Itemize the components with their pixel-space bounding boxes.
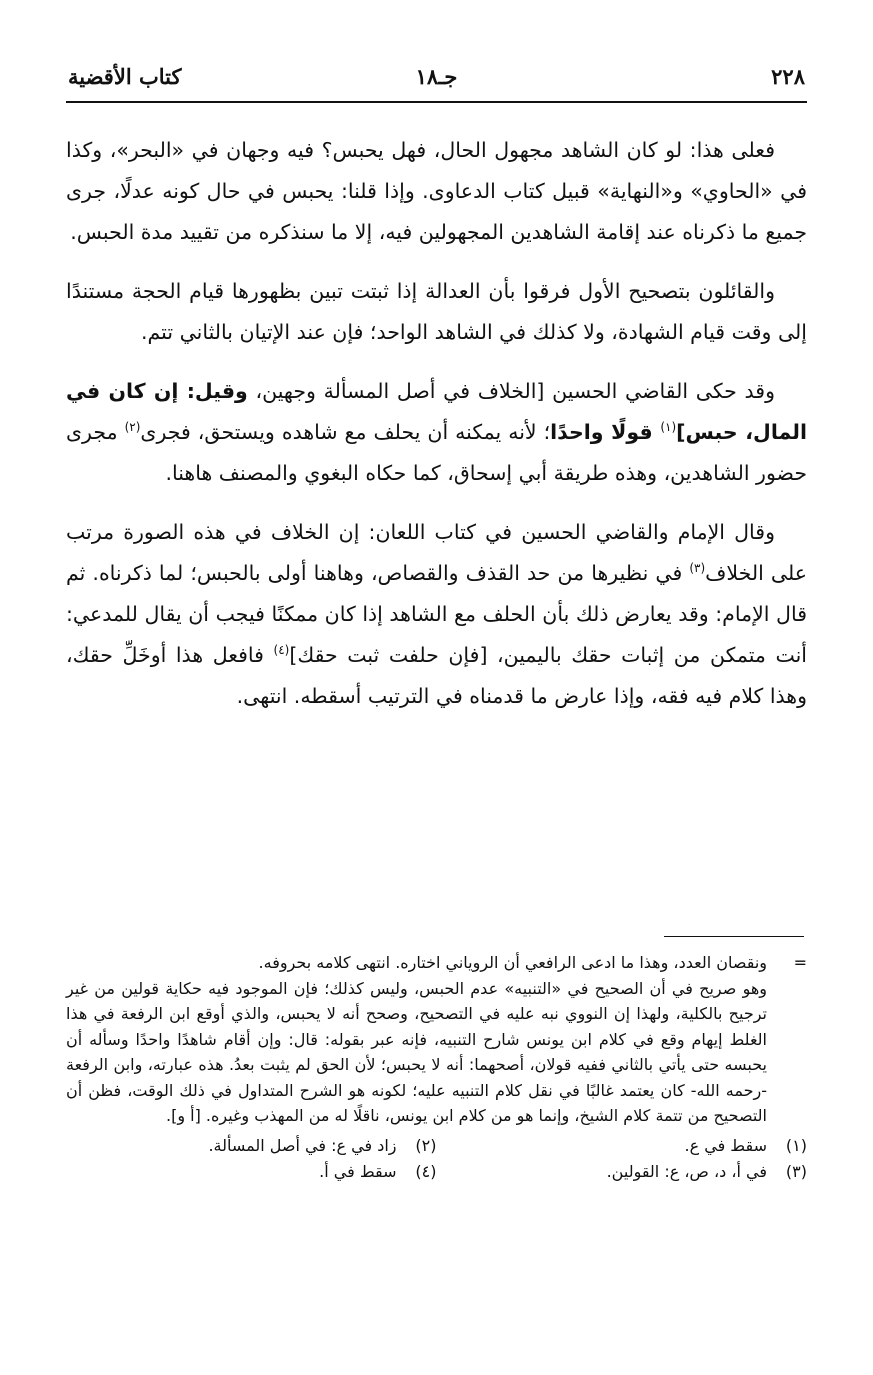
- paragraph-4-text-c: فافعل هذا أوخَلِّ حقك، وهذا كلام فيه فقه، وإذا عارض ما قدمناه في الترتيب أسقطه. انتهى.: [66, 643, 807, 708]
- footnote-3: [437, 1159, 808, 1185]
- footnote-ref-3: (٣): [689, 561, 706, 576]
- page-number: ٢٢٨: [771, 64, 805, 89]
- paragraph-3: [66, 371, 807, 494]
- paragraph-3-text-b: ؛ لأنه يمكنه أن يحلف مع شاهده ويستحق، فجرى: [140, 420, 551, 444]
- book-title: كتاب الأقضية: [68, 64, 182, 89]
- paragraph-3-text-c: مجرى حضور الشاهدين، وهذه طريقة أبي إسحاق، كما حكاه البغوي والمصنف هاهنا.: [66, 420, 807, 485]
- footnote-text: في أ، د، ص، ع: القولين.: [606, 1161, 767, 1181]
- footnotes: [66, 950, 807, 1185]
- volume-number: جـ١٨: [415, 64, 458, 89]
- footnote-text: زاد في ع: في أصل المسألة.: [208, 1135, 397, 1155]
- footnote-divider: [664, 936, 804, 937]
- paragraph-3-bold-b: قولًا واحدًا: [550, 420, 661, 444]
- header-divider: [66, 101, 807, 103]
- paragraph-4-text-a: وقال الإمام والقاضي الحسين في كتاب اللعان: إن الخلاف في هذه الصورة مرتب على الخلاف: [66, 520, 807, 585]
- footnote-number: (١): [785, 1135, 807, 1155]
- footnote-number: (٤): [415, 1161, 437, 1181]
- footnote-text: سقط في ع.: [684, 1135, 767, 1155]
- main-text: [66, 130, 807, 735]
- footnote-text: سقط في أ.: [319, 1161, 397, 1181]
- paragraph-4-text-b: في نظيرها من حد القذف والقصاص، وهاهنا أولى بالحبس؛ لما ذكرناه. ثم قال الإمام: وقد يعارض ذلك بأن الحلف مع الشاهد إذا كان ممكنًا فيجب أن يقال للمدعي: أنت متمكن من إثبات حقك باليمين، [فإن حلفت ثبت حقك]: [66, 561, 808, 667]
- footnote-continuation: [66, 950, 807, 1129]
- paragraph-4: [66, 512, 807, 717]
- footnote-ref-1: (١): [660, 420, 677, 435]
- paragraph-1: فعلى هذا: لو كان الشاهد مجهول الحال، فهل يحبس؟ فيه وجهان في «البحر»، وكذا في «الحاوي» و«النهاية» قبيل كتاب الدعاوى. وإذا قلنا: يحبس في حال كونه عدلًا، جرى جميع ما ذكرناه عند إقامة الشاهدين المجهولين فيه، إلا ما سنذكره من تقييد مدة الحبس.: [66, 138, 807, 244]
- footnote-number: (٢): [415, 1135, 437, 1155]
- continuation-line-1: ونقصان العدد، وهذا ما ادعى الرافعي أن الروياني اختاره. انتهى كلامه بحروفه.: [258, 953, 767, 972]
- footnote-ref-2: (٢): [124, 420, 141, 435]
- footnote-1: [437, 1133, 808, 1159]
- paragraph-3-bold-a: وقيل: إن كان في المال، حبس]: [66, 379, 807, 444]
- footnote-2: [66, 1133, 437, 1159]
- paragraph-3-text-a: وقد حكى القاضي الحسين [الخلاف في أصل المسألة وجهين،: [247, 379, 776, 403]
- footnote-list: [66, 1133, 807, 1185]
- running-header: [68, 58, 805, 100]
- continuation-body: وهو صريح في أن الصحيح في «التنبيه» عدم الحبس، وليس كذلك؛ فإن الموجود فيه حكاية قولين من غير ترجيح بالكلية، ولهذا إن النووي نبه عليه في التصحيح، وصحح أنه لا يحبس، والذي أوقع ابن الرفعة في هذا الغلط إيهام وقع في كلام ابن يونس شارح التنبيه، فإنه عبر بقوله: قال: وإن أقام شاهدًا واحدًا وسأله أن يحبسه حتى يأتي بالثاني ففيه قولان، أصحهما: أنه لا يحبس؛ لأن الحق لم يثبت بعدُ. هذه عبارته، وابن الرفعة -رحمه الله- كان يعتمد غالبًا في نقل كلام التنبيه عليه؛ لكونه هو الشرح المتداول في ذلك الوقت، فظن أن التصحيح من تتمة كلام الشيخ، وإنما هو من كلام ابن يونس، ناقلًا له من المهذب وغيره. [أ و].: [66, 978, 767, 1125]
- footnote-4: [66, 1159, 437, 1185]
- footnote-number: (٣): [785, 1161, 807, 1181]
- continuation-mark: =: [793, 953, 807, 972]
- footnote-ref-4: (٤): [273, 643, 290, 658]
- paragraph-2: والقائلون بتصحيح الأول فرقوا بأن العدالة إذا ثبتت تبين بظهورها قيام الحجة مستندًا إلى وقت قيام الشهادة، ولا كذلك في الشاهد الواحد؛ فإن عند الإتيان بالثاني تتم.: [66, 279, 807, 344]
